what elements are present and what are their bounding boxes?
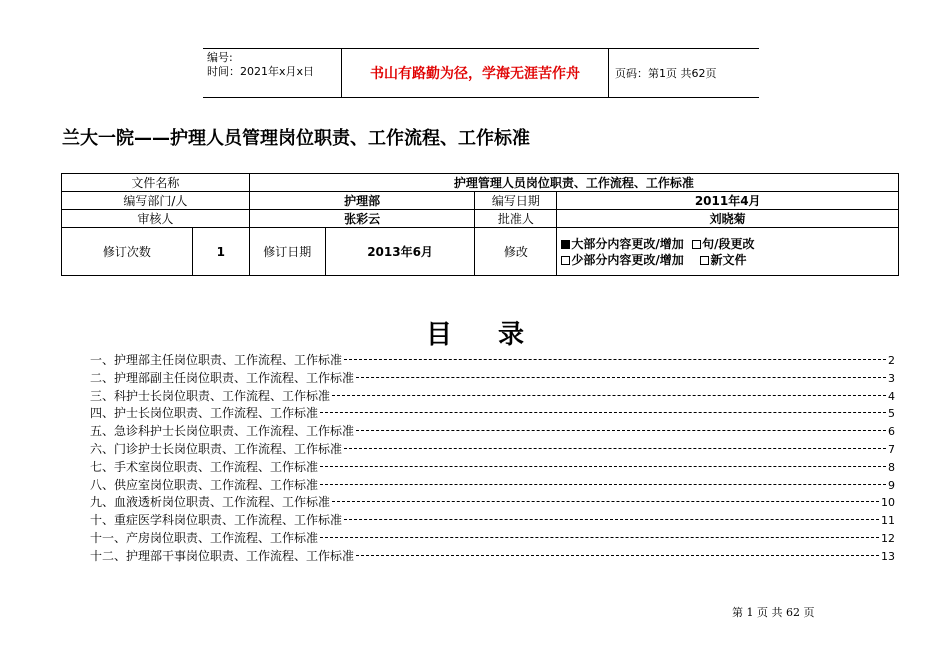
page-footer: 第 1 页 共 62 页 (732, 606, 815, 619)
toc-entry-text: 五、急诊科护士长岗位职责、工作流程、工作标准 (90, 424, 355, 439)
toc-entry[interactable] (90, 422, 895, 440)
toc-entry-text: 十一、产房岗位职责、工作流程、工作标准 (90, 530, 319, 545)
revision-count-value: 1 (192, 228, 249, 276)
author-value: 护理部 (249, 192, 475, 210)
toc-entry-text: 十二、护理部干事岗位职责、工作流程、工作标准 (90, 548, 355, 563)
toc-entry-text: 三、科护士长岗位职责、工作流程、工作标准 (90, 388, 331, 403)
checkbox-major-change[interactable] (561, 240, 570, 249)
revision-date-label: 修订日期 (249, 228, 325, 276)
reviewer-label: 审核人 (62, 210, 250, 228)
toc-leader (356, 555, 879, 556)
time-label: 时间：2021年x月x日 (207, 65, 315, 78)
modify-options (557, 228, 899, 276)
checkbox-minor-change[interactable] (561, 256, 570, 265)
option-sentence-change: 句/段更改 (702, 236, 755, 251)
toc-entry-page: 5 (888, 407, 895, 421)
toc-leader (320, 537, 879, 538)
option-new-file: 新文件 (710, 252, 747, 267)
header-page-info: 页码：第1页 共62页 (615, 67, 717, 80)
toc-leader (332, 395, 886, 396)
toc-entry-text: 十、重症医学科岗位职责、工作流程、工作标准 (90, 513, 343, 528)
toc-entry-page: 13 (881, 549, 895, 563)
toc-leader (320, 484, 886, 485)
toc-entry[interactable] (90, 529, 895, 547)
toc-entry-page: 6 (888, 425, 895, 439)
toc-leader (320, 412, 886, 413)
toc-entry[interactable] (90, 493, 895, 511)
toc-title: 目录 (425, 320, 570, 350)
header-motto: 书山有路勤为径，学海无涯苦作舟 (341, 49, 609, 97)
toc-entry-page: 8 (888, 460, 895, 474)
code-label: 编号: (207, 51, 233, 64)
toc-entry[interactable] (90, 547, 895, 565)
reviewer-value: 张彩云 (249, 210, 475, 228)
approver-label: 批准人 (475, 210, 557, 228)
option-major-change: 大部分内容更改/增加 (571, 236, 684, 251)
approver-value: 刘晓菊 (557, 210, 899, 228)
toc-entry-text: 四、护士长岗位职责、工作流程、工作标准 (90, 406, 319, 421)
file-name-value: 护理管理人员岗位职责、工作流程、工作标准 (249, 174, 898, 192)
toc-entry[interactable] (90, 476, 895, 494)
author-label: 编写部门/人 (62, 192, 250, 210)
toc-entry-page: 12 (881, 531, 895, 545)
option-minor-change: 少部分内容更改/增加 (571, 252, 684, 267)
toc-entry-text: 九、血液透析岗位职责、工作流程、工作标准 (90, 495, 331, 510)
toc-entry-page: 11 (881, 514, 895, 528)
toc-leader (320, 466, 886, 467)
toc-entry-text: 七、手术室岗位职责、工作流程、工作标准 (90, 459, 319, 474)
toc-entry[interactable] (90, 351, 895, 369)
page-header (203, 48, 759, 98)
toc-entry[interactable] (90, 440, 895, 458)
write-date-value: 2011年4月 (557, 192, 899, 210)
checkbox-sentence-change[interactable] (692, 240, 701, 249)
toc-entry[interactable] (90, 511, 895, 529)
toc-entry-page: 10 (881, 496, 895, 510)
toc-entry-page: 4 (888, 389, 895, 403)
revision-date-value: 2013年6月 (325, 228, 475, 276)
toc-leader (344, 519, 879, 520)
toc-entry-text: 一、护理部主任岗位职责、工作流程、工作标准 (90, 353, 343, 367)
toc-entry-page: 9 (888, 478, 895, 492)
table-of-contents (90, 351, 895, 565)
checkbox-new-file[interactable] (700, 256, 709, 265)
toc-leader (344, 448, 886, 449)
document-title: 兰大一院——护理人员管理岗位职责、工作流程、工作标准 (62, 128, 530, 149)
toc-leader (356, 430, 886, 431)
toc-entry[interactable] (90, 369, 895, 387)
modify-label: 修改 (475, 228, 557, 276)
toc-entry[interactable] (90, 387, 895, 405)
header-meta (203, 49, 341, 97)
toc-entry-page: 7 (888, 442, 895, 456)
toc-entry[interactable] (90, 404, 895, 422)
revision-count-label: 修订次数 (62, 228, 193, 276)
toc-entry-text: 六、门诊护士长岗位职责、工作流程、工作标准 (90, 441, 343, 456)
toc-leader (344, 359, 886, 360)
write-date-label: 编写日期 (475, 192, 557, 210)
toc-leader (332, 501, 879, 502)
toc-entry-page: 2 (888, 354, 895, 367)
toc-leader (356, 377, 886, 378)
file-name-label: 文件名称 (62, 174, 250, 192)
toc-entry-text: 八、供应室岗位职责、工作流程、工作标准 (90, 477, 319, 492)
toc-entry[interactable] (90, 458, 895, 476)
document-info-table (61, 173, 899, 276)
toc-entry-text: 二、护理部副主任岗位职责、工作流程、工作标准 (90, 370, 355, 385)
toc-entry-page: 3 (888, 371, 895, 385)
